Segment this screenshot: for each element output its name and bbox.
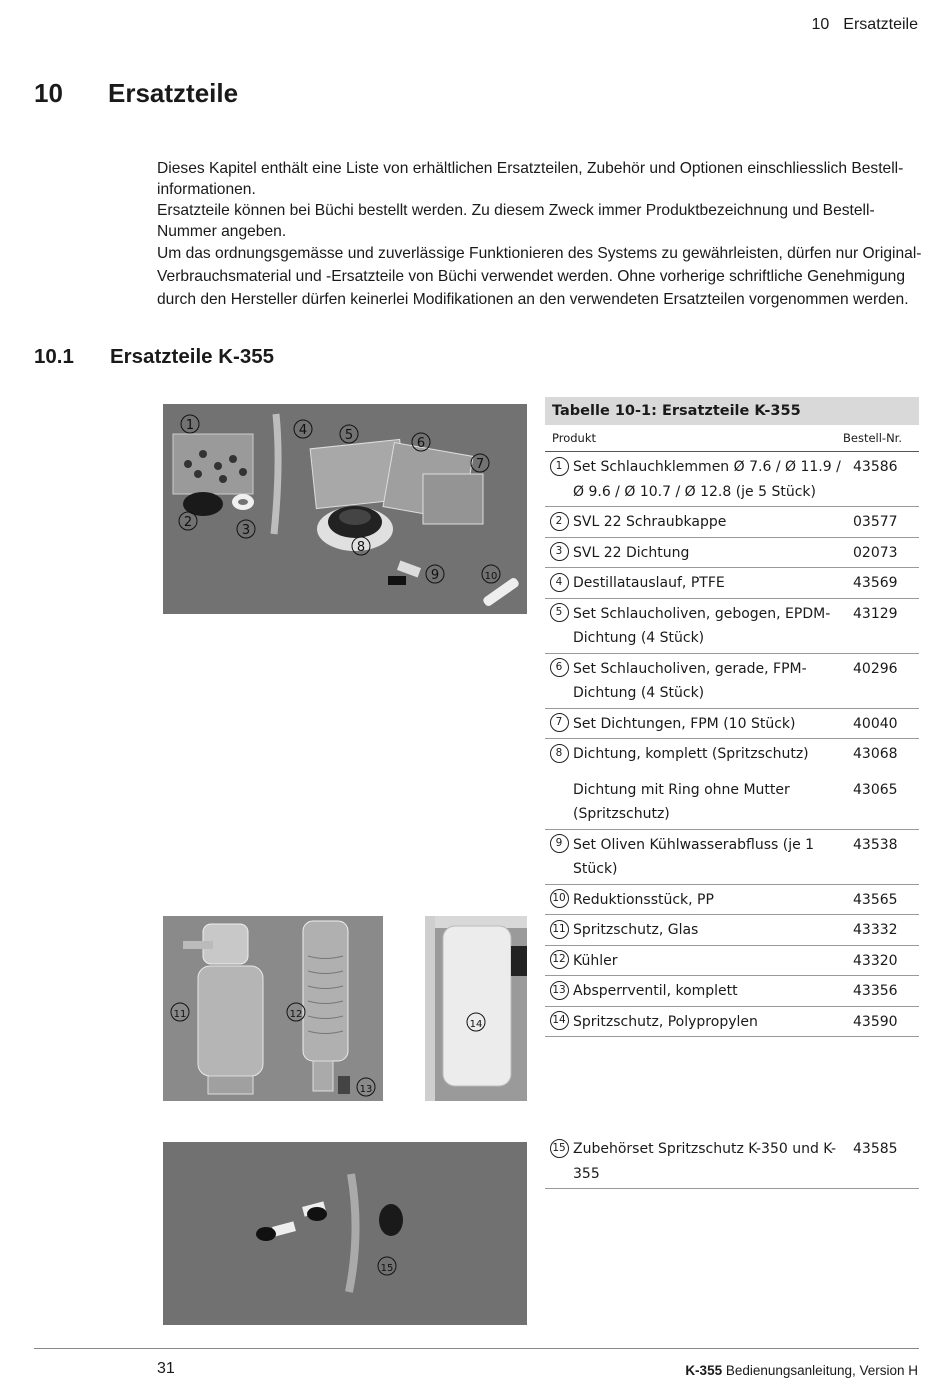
position-number <box>545 657 573 706</box>
product-name: Set Schlaucholiven, gebogen, EPDM-Dichtung (4 Stück) <box>573 605 831 646</box>
position-circle: 12 <box>550 950 569 969</box>
callout-12: 12 <box>289 1009 303 1020</box>
position-circle: 4 <box>550 573 569 592</box>
section-number: 10.1 <box>34 345 74 368</box>
table-row <box>545 830 919 885</box>
position-number <box>545 949 573 974</box>
footer-doc: Bedienungsanleitung, Version H <box>725 1363 918 1378</box>
table-row <box>545 568 919 599</box>
column-header-product: Produkt <box>552 431 597 445</box>
callout-9: 9 <box>430 568 440 583</box>
intro-text <box>157 158 922 311</box>
callout-1: 1 <box>185 418 195 433</box>
table-row <box>545 946 919 977</box>
table-row <box>545 769 919 830</box>
footer-doc-title <box>685 1363 918 1378</box>
position-circle: 13 <box>550 981 569 1000</box>
order-number: 43538 <box>853 836 898 853</box>
chapter-title <box>34 78 238 109</box>
position-number <box>545 833 573 882</box>
running-header-chapter-num: 10 <box>811 16 830 33</box>
table-body <box>545 452 919 1037</box>
order-number: 43586 <box>853 459 898 475</box>
product-name: SVL 22 Dichtung <box>573 544 690 561</box>
position-circle: 15 <box>550 1139 569 1158</box>
running-header-chapter-title: Ersatzteile <box>843 16 918 33</box>
position-number <box>545 1010 573 1035</box>
position-number <box>545 712 573 737</box>
position-circle: 5 <box>550 603 569 622</box>
position-number <box>545 979 573 1004</box>
table-row <box>545 915 919 946</box>
accessory-table <box>545 1134 919 1189</box>
chapter-title-text: Ersatzteile <box>108 78 239 108</box>
product-name: Destillatauslauf, PTFE <box>573 575 725 591</box>
order-number: 43590 <box>853 1013 898 1030</box>
callout-10: 10 <box>484 571 498 582</box>
callout-2: 2 <box>183 515 193 530</box>
order-number: 43565 <box>853 891 898 908</box>
product-name: Kühler <box>573 952 618 969</box>
intro-paragraph-1: Dieses Kapitel enthält eine Liste von erhältlichen Ersatzteilen, Zubehör und Optionen einschliesslich Bestell-informationen. <box>157 160 904 198</box>
product-name: Set Schlauchklemmen Ø 7.6 / Ø 11.9 / Ø 9.6 / Ø 10.7 / Ø 12.8 (je 5 Stück) <box>573 459 841 500</box>
spare-parts-table <box>545 397 919 1037</box>
accessory-table-body <box>545 1134 919 1189</box>
product-name: Set Dichtungen, FPM (10 Stück) <box>573 715 796 732</box>
product-name: Reduktionsstück, PP <box>573 891 714 908</box>
position-number <box>545 455 573 504</box>
intro-paragraph-2: Ersatzteile können bei Büchi bestellt werden. Zu diesem Zweck immer Produktbezeichnung und Bestell-Nummer angeben. <box>157 202 875 240</box>
order-number: 43332 <box>853 922 898 938</box>
callout-8: 8 <box>356 540 366 555</box>
footer-divider <box>34 1348 919 1349</box>
order-number: 43585 <box>853 1141 898 1157</box>
table-row <box>545 538 919 569</box>
position-circle: 3 <box>550 542 569 561</box>
position-number <box>545 1137 573 1186</box>
photo-splash-guard-pp <box>425 916 527 1101</box>
table-row <box>545 654 919 709</box>
position-circle: 11 <box>550 920 569 939</box>
position-number <box>545 602 573 651</box>
product-name: Absperrventil, komplett <box>573 983 738 999</box>
table-row <box>545 976 919 1007</box>
position-number <box>545 918 573 943</box>
order-number: 43065 <box>853 781 898 798</box>
table-row <box>545 452 919 507</box>
table-header <box>545 425 919 452</box>
section-title-text: Ersatzteile K-355 <box>110 345 275 368</box>
running-header <box>812 16 919 34</box>
photo-glass-parts-illustration <box>163 916 383 1101</box>
product-name: Set Schlaucholiven, gerade, FPM-Dichtung (4 Stück) <box>573 660 807 701</box>
callout-11: 11 <box>173 1009 187 1020</box>
order-number: 40296 <box>853 660 898 677</box>
position-circle: 10 <box>550 889 569 908</box>
order-number: 43569 <box>853 575 898 591</box>
callout-6: 6 <box>416 436 426 451</box>
section-title <box>34 345 274 369</box>
table-caption: Tabelle 10-1: Ersatzteile K-355 <box>545 397 919 425</box>
photo-accessory-kit <box>163 1142 527 1325</box>
table-row <box>545 507 919 538</box>
position-circle: 1 <box>550 457 569 476</box>
order-number: 43068 <box>853 746 898 762</box>
product-name: Spritzschutz, Glas <box>573 922 699 938</box>
position-number <box>545 571 573 596</box>
callout-5: 5 <box>344 428 354 443</box>
callout-14: 14 <box>469 1019 483 1030</box>
order-number: 40040 <box>853 715 898 732</box>
position-circle: 14 <box>550 1011 569 1030</box>
position-circle: 2 <box>550 512 569 531</box>
photo-spare-parts <box>163 404 527 614</box>
photo-splash-guard-pp-illustration <box>425 916 527 1101</box>
product-name: SVL 22 Schraubkappe <box>573 514 727 530</box>
position-circle: 6 <box>550 658 569 677</box>
product-name: Zubehörset Spritzschutz K-350 und K-355 <box>573 1141 837 1182</box>
product-name: Dichtung, komplett (Spritzschutz) <box>573 746 809 762</box>
photo-accessory-kit-illustration <box>163 1142 527 1325</box>
callout-13: 13 <box>359 1084 373 1095</box>
position-number <box>545 510 573 535</box>
footer-product: K-355 <box>685 1363 723 1378</box>
position-number <box>545 778 573 827</box>
order-number: 43356 <box>853 983 898 999</box>
callout-15: 15 <box>380 1263 394 1274</box>
table-row <box>545 1007 919 1038</box>
product-name: Set Oliven Kühlwasserabfluss (je 1 Stück) <box>573 836 815 877</box>
table-row <box>545 709 919 740</box>
photo-spare-parts-illustration <box>163 404 527 614</box>
order-number: 43320 <box>853 952 898 969</box>
callout-4: 4 <box>298 423 308 438</box>
column-header-order-no: Bestell-Nr. <box>842 431 902 445</box>
intro-paragraph-3: Um das ordnungsgemässe und zuverlässige Funktionieren des Systems zu gewährleisten, dürfen nur Original-Verbrauchsmaterial und -Ersatzteile von Büchi verwendet werden. Ohne vorherige schriftliche Genehmigung durch den Hersteller dürfen keinerlei Modifikationen an den verwendeten Ersatzteilen vorgenommen werden. <box>157 245 922 308</box>
callout-3: 3 <box>241 523 251 538</box>
photo-glass-parts <box>163 916 383 1101</box>
order-number: 43129 <box>853 605 898 622</box>
position-circle: 8 <box>550 744 569 763</box>
product-name: Dichtung mit Ring ohne Mutter (Spritzschutz) <box>573 781 790 822</box>
table-row <box>545 599 919 654</box>
chapter-number: 10 <box>34 78 63 108</box>
table-row <box>545 1134 919 1189</box>
table-row <box>545 885 919 916</box>
position-circle: 7 <box>550 713 569 732</box>
position-circle: 9 <box>550 834 569 853</box>
position-number <box>545 541 573 566</box>
page-number: 31 <box>157 1360 175 1377</box>
order-number: 03577 <box>853 514 898 530</box>
table-row <box>545 739 919 769</box>
position-number <box>545 888 573 913</box>
product-name: Spritzschutz, Polypropylen <box>573 1013 758 1030</box>
order-number: 02073 <box>853 544 898 561</box>
position-number <box>545 742 573 767</box>
callout-7: 7 <box>475 457 485 472</box>
